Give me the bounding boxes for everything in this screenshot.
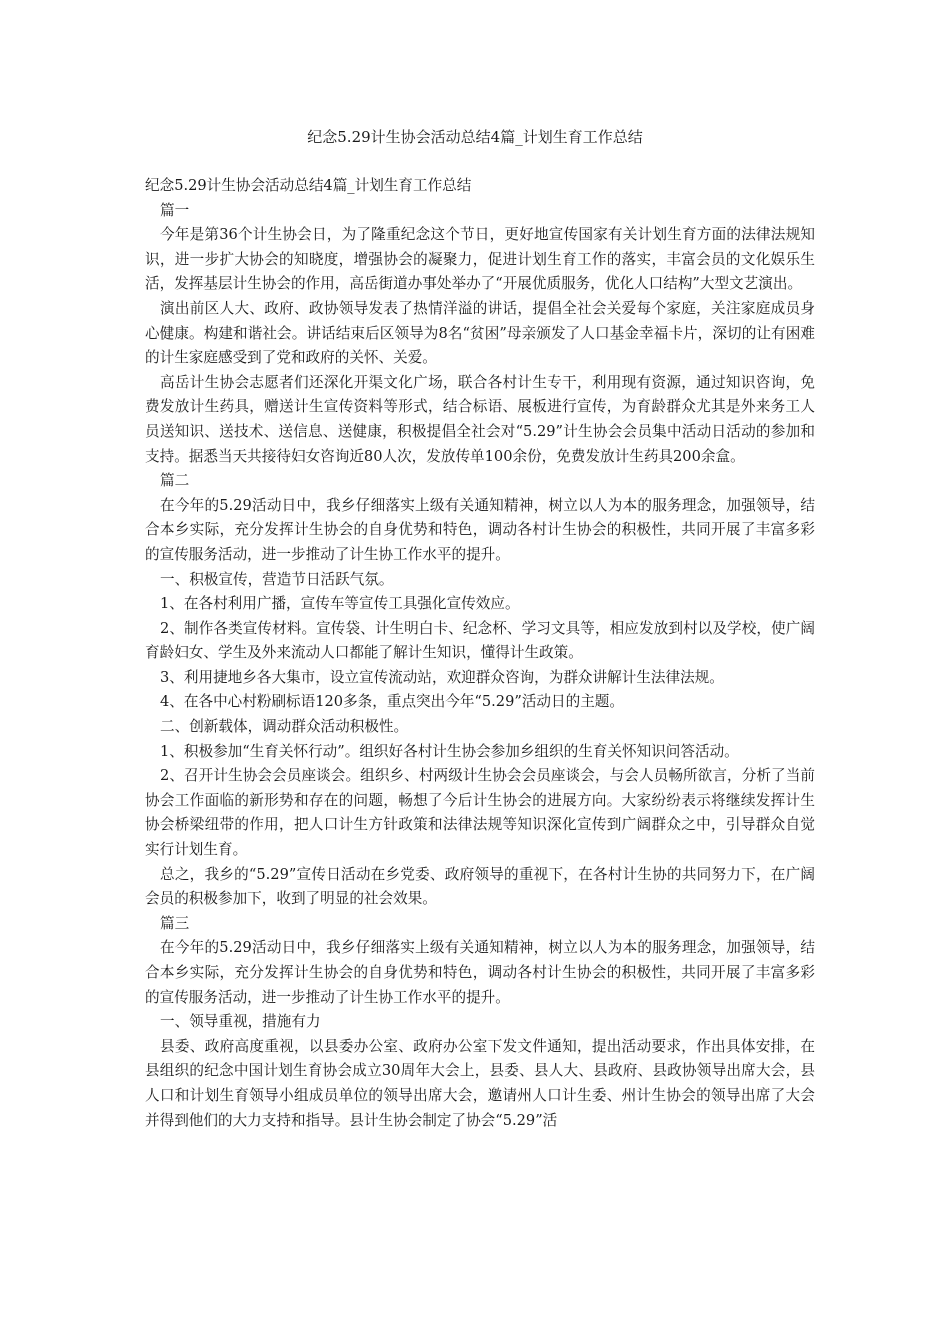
paragraph: 演出前区人大、政府、政协领导发表了热情洋溢的讲话，提倡全社会关爱每个家庭，关注家庭成员身心健康。构建和谐社会。讲话结束后区领导为8名“贫困”母亲颁发了人口基金幸福卡片，深切的让有困难的计生家庭感受到了党和政府的关怀、关爱。 xyxy=(145,299,815,367)
paragraph: 3、利用捷地乡各大集市，设立宣传流动站，欢迎群众咨询，为群众讲解计生法律法规。 xyxy=(160,668,724,686)
document-subtitle: 纪念5.29计生协会活动总结4篇_计划生育工作总结 xyxy=(145,177,472,194)
paragraph: 1、在各村利用广播，宣传车等宣传工具强化宣传效应。 xyxy=(160,595,520,613)
paragraph: 篇三 xyxy=(160,914,190,932)
paragraph: 高岳计生协会志愿者们还深化开渠文化广场，联合各村计生专干，利用现有资源，通过知识咨询，免费发放计生药具，赠送计生宣传资料等形式，结合标语、展板进行宣传，为育龄群众尤其是外来务工人员送知识、送技术、送信息、送健康，积极提倡全社会对“5.29”计生协会会员集中活动日活动的参加和支持。据悉当天共接待妇女咨询近80人次，发放传单100余份，免费发放计生药具200余盒。 xyxy=(145,373,815,465)
paragraph: 4、在各中心村粉刷标语120多条，重点突出今年“5.29”活动日的主题。 xyxy=(160,693,624,711)
paragraph: 一、领导重视，措施有力 xyxy=(160,1013,321,1031)
document-body xyxy=(145,174,815,1133)
paragraph: 1、积极参加“生育关怀行动”。组织好各村计生协会参加乡组织的生育关怀知识问答活动。 xyxy=(160,742,739,760)
paragraph: 在今年的5.29活动日中，我乡仔细落实上级有关通知精神，树立以人为本的服务理念，加强领导，结合本乡实际，充分发挥计生协会的自身优势和特色，调动各村计生协会的积极性，共同开展了丰富多彩的宣传服务活动，进一步推动了计生协工作水平的提升。 xyxy=(145,496,815,563)
paragraph: 2、制作各类宣传材料。宣传袋、计生明白卡、纪念杯、学习文具等，相应发放到村以及学校，使广阔育龄妇女、学生及外来流动人口都能了解计生知识，懂得计生政策。 xyxy=(145,619,815,662)
paragraph: 县委、政府高度重视，以县委办公室、政府办公室下发文件通知，提出活动要求，作出具体安排，在县组织的纪念中国计划生育协会成立30周年大会上，县委、县人大、县政府、县政协领导出席大会，县人口和计划生育领导小组成员单位的领导出席大会，邀请州人口计生委、州计生协会的领导出席了大会并得到他们的大力支持和指导。县计生协会制定了协会“5.29”活 xyxy=(145,1037,815,1129)
document-title: 纪念5.29计生协会活动总结4篇_计划生育工作总结 xyxy=(307,128,643,146)
paragraph: 2、召开计生协会会员座谈会。组织乡、村两级计生协会会员座谈会，与会人员畅所欲言，分析了当前协会工作面临的新形势和存在的问题，畅想了今后计生协会的进展方向。大家纷纷表示将继续发挥计生协会桥梁纽带的作用，把人口计生方针政策和法律法规等知识深化宣传到广阔群众之中，引导群众自觉实行计划生育。 xyxy=(145,767,815,859)
paragraph: 在今年的5.29活动日中，我乡仔细落实上级有关通知精神，树立以人为本的服务理念，加强领导，结合本乡实际，充分发挥计生协会的自身优势和特色，调动各村计生协会的积极性，共同开展了丰富多彩的宣传服务活动，进一步推动了计生协工作水平的提升。 xyxy=(145,939,815,1006)
paragraph: 篇二 xyxy=(160,472,190,490)
paragraph: 今年是第36个计生协会日，为了隆重纪念这个节日，更好地宣传国家有关计划生育方面的法律法规知识，进一步扩大协会的知晓度，增强协会的凝聚力，促进计划生育工作的落实，丰富会员的文化娱乐生活，发挥基层计生协会的作用，高岳街道办事处举办了“开展优质服务，优化人口结构”大型文艺演出。 xyxy=(145,226,815,293)
paragraph: 总之，我乡的“5.29”宣传日活动在乡党委、政府领导的重视下，在各村计生协的共同努力下，在广阔会员的积极参加下，收到了明显的社会效果。 xyxy=(145,865,815,908)
paragraph: 一、积极宣传，营造节日活跃气氛。 xyxy=(160,570,394,588)
paragraph: 二、创新载体，调动群众活动积极性。 xyxy=(160,718,409,736)
paragraph: 篇一 xyxy=(160,201,190,219)
